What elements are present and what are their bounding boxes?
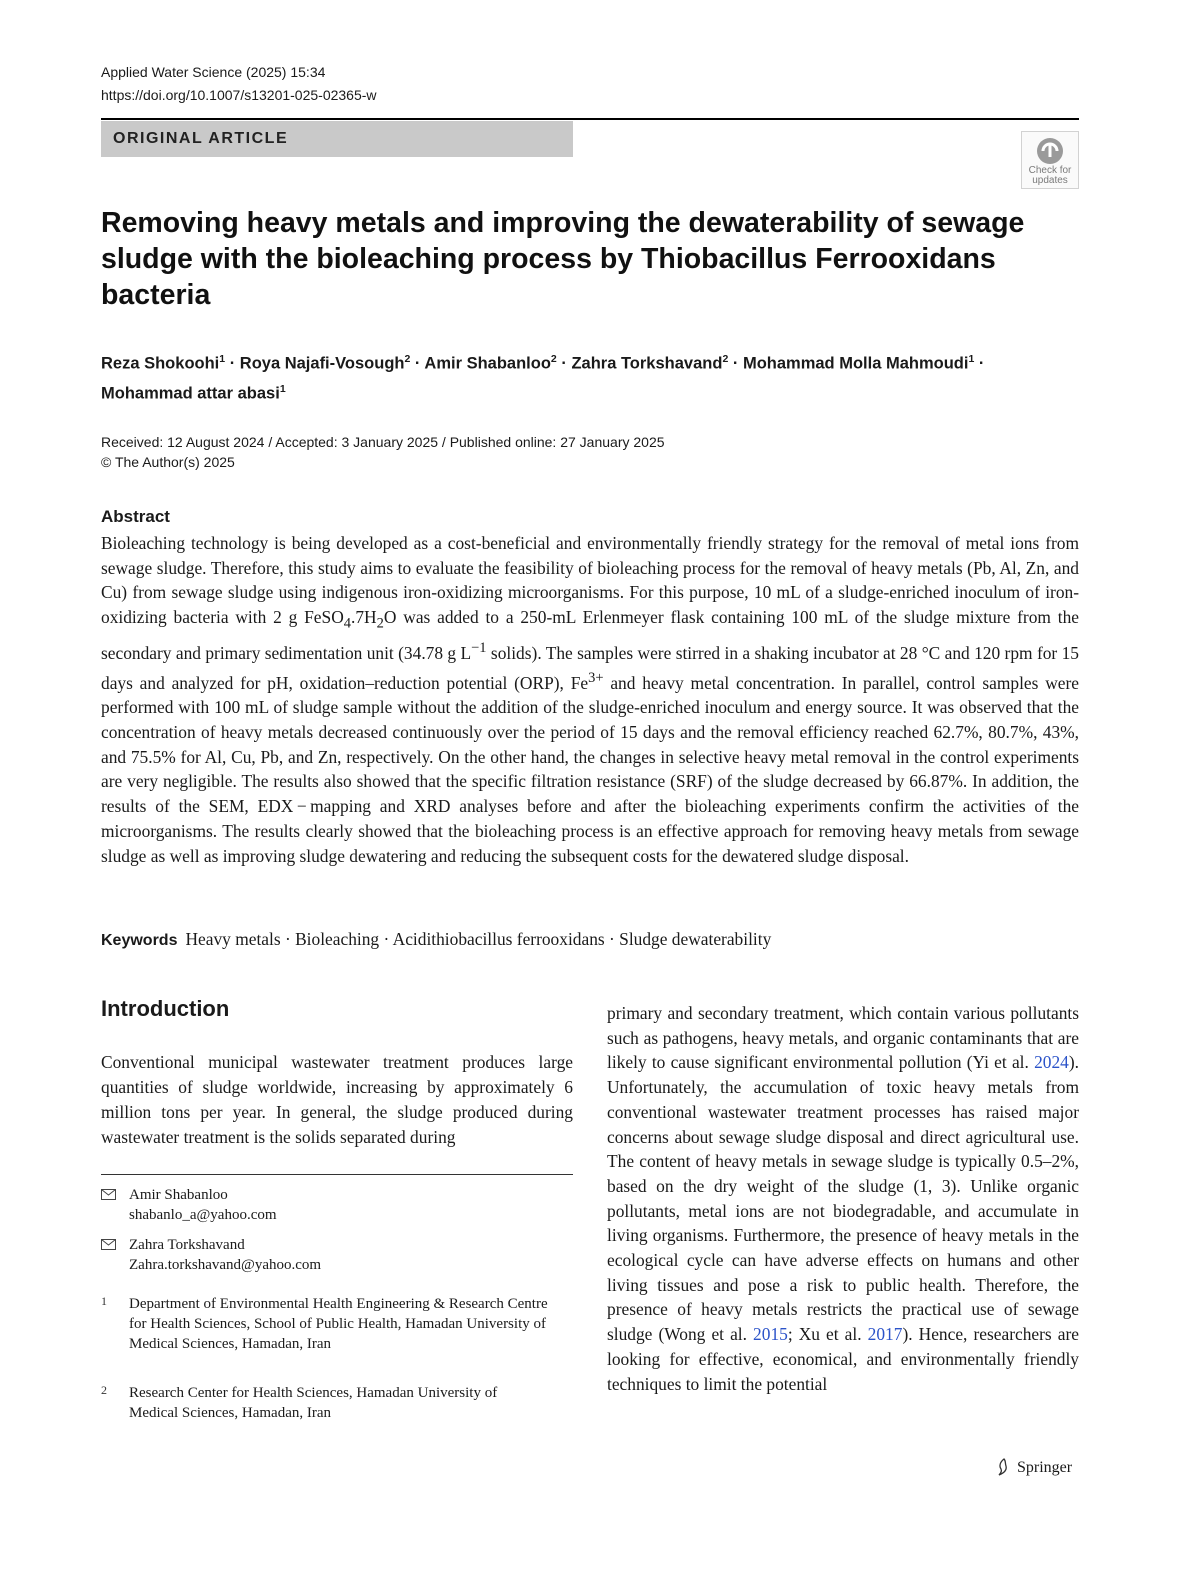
keywords-text: Heavy metals · Bioleaching · Acidithiobacillus ferrooxidans · Sludge dewaterability [185,929,772,949]
corresponding-author-2: Zahra Torkshavand [129,1237,245,1253]
email-icon [101,1189,116,1200]
corresponding-email-1[interactable]: shabanlo_a@yahoo.com [129,1207,277,1223]
citation-link[interactable]: 2024 [1034,1052,1069,1073]
abstract-text: Bioleaching technology is being developed as a cost-beneficial and environmentally friendly strategy for the removal of metal ions from sewage sludge. Therefore, this study aims to evaluate the feasibility of bioleaching process for the removal of heavy metals (Pb, Al, Zn, and Cu) from sewage sludge using indigenous iron-oxidizing microorganisms. For this purpose, 10 mL of a sludge-enriched inoculum of iron-oxidizing bacteria with 2 g $FeSO_4.7H_2O$ was added to a 250-mL Erlenmeyer flask containing 100 mL of the sludge mixture from the secondary and primary sedimentation unit (34.78 g $L^{-1}$ solids). The samples were stirred in a shaking incubator at 28 °C and 120 rpm for 15 days and analyzed for pH, oxidation–reduction potential (ORP), $Fe^{3+}$ and heavy metal concentration. In parallel, control samples were performed with 100 mL of sludge sample without the addition of the sludge-enriched inoculum and energy source. It was observed that the concentration of heavy metals decreased continuously over the period of 15 days and the removal efficiency reached 62.7%, 80.7%, 43%, and 75.5% for Al, Cu, Pb, and Zn, respectively. On the other hand, the changes in selective heavy metal removal in the control experiments are very negligible. The results also showed that the specific filtration resistance (SRF) of the sludge decreased by 66.87%. In addition, the results of the SEM, EDX − mapping and XRD analyses before and after the bioleaching experiments confirm the activities of the microorganisms. The results clearly showed that the bioleaching process is an effective approach for removing heavy metals from sewage sludge as well as improving sludge dewatering and reducing the subsequent costs for the dewatered sludge disposal. [101,533,1079,866]
affiliation-1: Department of Environmental Health Engineering & Research Centre for Health Sciences, School of Public Health, Hamadan University of Medical Sciences, Hamadan, Iran [129,1296,548,1352]
author-name: Zahra Torkshavand [571,354,723,373]
affiliation-2-number: 2 [101,1383,107,1397]
author-affiliation-marker: 2 [722,353,729,365]
affiliation-2: Research Center for Health Sciences, Hamadan University of Medical Sciences, Hamadan, Iran [129,1385,498,1421]
publication-dates [101,432,665,472]
author-separator: · [225,354,240,373]
author-affiliation-marker: 2 [404,353,411,365]
check-updates-icon [1035,136,1065,166]
check-for-updates-badge[interactable] [1021,131,1079,189]
copyright-line: © The Author(s) 2025 [101,454,235,470]
author-name: Mohammad attar abasi [101,384,280,402]
citation-link[interactable]: 2017 [867,1324,903,1345]
intro-column-2: primary and secondary treatment, which contain various pollutants such as pathogens, heavy metals, and organic contaminants that are likely to cause significant environmental pollution (Yi et al. 2024). Unfortunately, the accumulation of toxic heavy metals from conventional wastewater treatment processes has raised major concerns about sewage sludge disposal and direct agricultural use. The content of heavy metals in sewage sludge is typically 0.5–2%, based on the dry weight of the sludge (1, 3). Unlike organic pollutants, metal ions are not biodegradable, and accumulate in living organisms. Furthermore, the presence of heavy metals in the ecological cycle can have adverse effects on humans and other living tissues and pose a risk to public health. Therefore, the presence of heavy metals restricts the practical use of sewage sludge (Wong et al. 2015; Xu et al. 2017). Hence, researchers are looking for effective, economical, and environmentally friendly techniques to limit the potential [607,1003,1079,1394]
article-title: Removing heavy metals and improving the dewaterability of sewage sludge with the bioleaching process by Thiobacillus Ferrooxidans bacteria [101,207,1025,311]
author-name: Amir Shabanloo [424,354,551,373]
article-type-banner: ORIGINAL ARTICLE [101,121,573,157]
journal-citation: Applied Water Science (2025) 15:34 [101,64,326,80]
author-separator: · [728,354,743,373]
publisher-name: Springer [1017,1459,1073,1476]
keywords-label: Keywords [101,932,178,949]
keywords [101,926,1079,954]
author-affiliation-marker: 1 [968,353,975,365]
corresponding-email-2[interactable]: Zahra.torkshavand@yahoo.com [129,1257,322,1273]
author-separator: · [556,354,572,373]
header-rule [101,118,1079,120]
footnote-rule [101,1174,573,1175]
author-name: Mohammad Molla Mahmoudi [742,354,969,373]
author-affiliation-marker: 2 [550,353,557,365]
introduction-heading: Introduction [101,996,230,1021]
check-updates-line1: Check for [1028,165,1072,176]
author-separator: · [410,354,425,373]
author-list [101,347,1091,406]
affiliation-1-number: 1 [101,1294,107,1308]
author-affiliation-marker: 1 [279,382,286,395]
author-affiliation-marker: 1 [219,353,226,365]
author-name: Reza Shokoohi [101,354,220,373]
author-name: Roya Najafi‑Vosough [239,354,405,373]
corresponding-author-1: Amir Shabanloo [129,1187,228,1203]
publisher-footer [995,1458,1072,1477]
intro-column-1: Conventional municipal wastewater treatment produces large quantities of sludge worldwide, increasing by approximately 6 million tons per year. In general, the sludge produced during wastewater treatment is the solids separated during [101,1052,573,1147]
doi-link[interactable]: https://doi.org/10.1007/s13201-025-02365-w [101,87,377,103]
author-separator: · [974,354,985,373]
abstract-heading: Abstract [101,507,170,526]
email-icon [101,1239,116,1250]
dates-line: Received: 12 August 2024 / Accepted: 3 January 2025 / Published online: 27 January 2025 [101,434,665,450]
springer-logo-icon [995,1458,1013,1476]
check-updates-line2: updates [1032,175,1068,186]
citation-link[interactable]: 2015 [753,1324,788,1345]
